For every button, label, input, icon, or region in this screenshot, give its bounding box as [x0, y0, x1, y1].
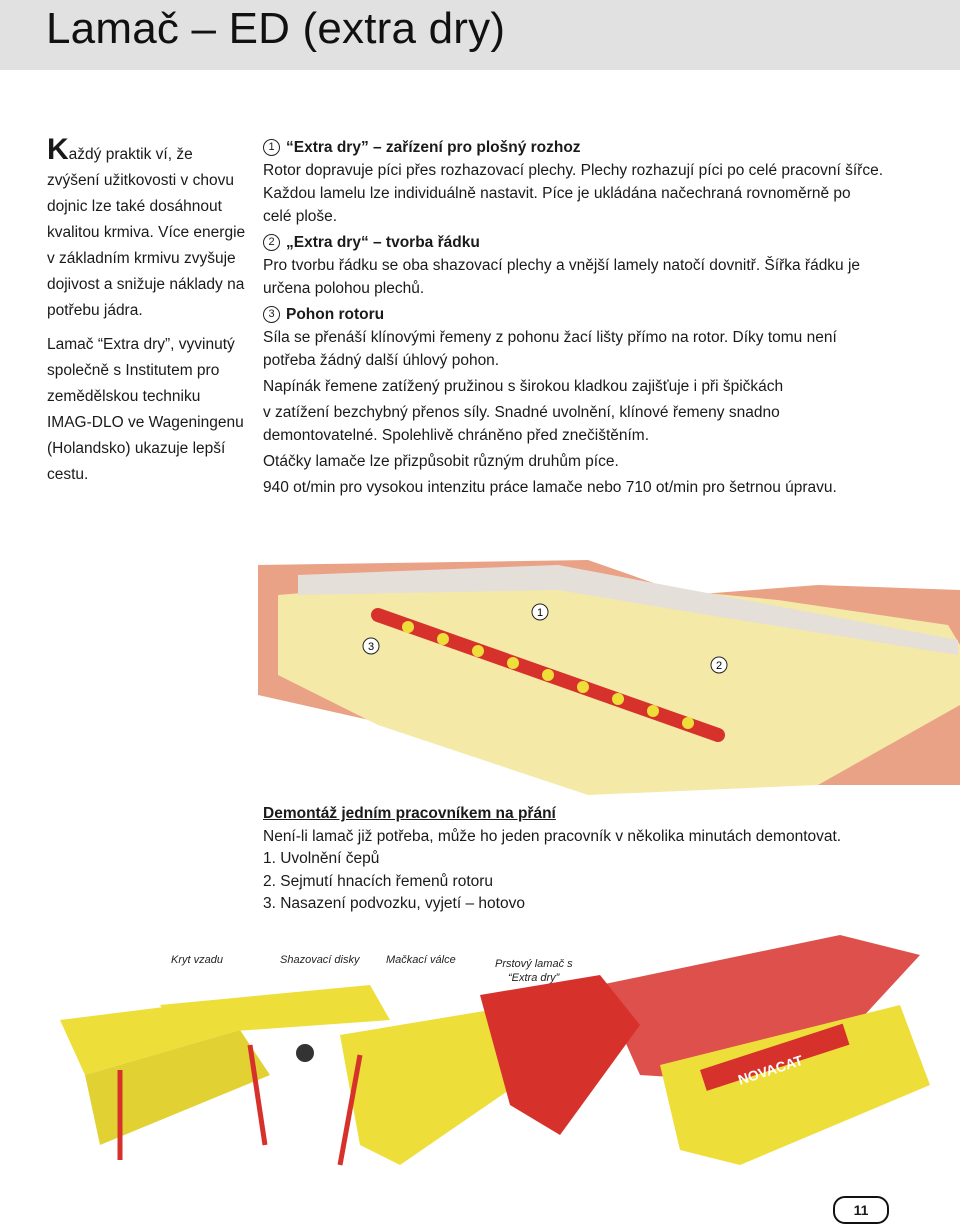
circled-number-2: 2 [263, 234, 280, 251]
diagram-marker-2-label: 2 [715, 660, 723, 672]
tensioner-text-1: Napínák řemene zatížený pružinou s širokou kladkou zajišťuje i při špičkách [263, 378, 784, 395]
disc-wheel [296, 1044, 314, 1062]
speed-text: Otáčky lamače lze přizpůsobit různým druhům píce. [263, 453, 619, 470]
circled-number-3: 3 [263, 306, 280, 323]
drop-cap: K [47, 133, 69, 166]
page-number: 11 [833, 1196, 889, 1224]
rpm-text: 940 ot/min pro vysokou intenzitu práce lamače nebo 710 ot/min pro šetrnou úpravu. [263, 479, 837, 496]
feature-column [263, 136, 883, 502]
diagram-marker-3-label: 3 [367, 641, 375, 653]
tensioner-text-2: v zatížení bezchybný přenos síly. Snadné uvolnění, klínové řemeny snadno demontovatelné. Spolehlivě chráněno před znečištěním. [263, 404, 780, 444]
section-2-heading [263, 231, 883, 254]
removal-text: Není-li lamač již potřeba, může ho jeden pracovník v několika minutách demontovat. [263, 827, 842, 845]
page-header [0, 0, 960, 70]
caption-kryt-vzadu: Kryt vzadu [171, 954, 223, 966]
section-3-text: Síla se přenáší klínovými řemeny z pohonu žací lišty přímo na rotor. Díky tomu není potřeba žádný další úhlový pohon. [263, 329, 837, 369]
removal-step-3: 3. Nasazení podvozku, vyjetí – hotovo [263, 895, 525, 912]
caption-mackaci-valce: Mačkací válce [386, 954, 456, 966]
removal-step-1: 1. Uvolnění čepů [263, 850, 380, 867]
intro-paragraph-1-text: aždý praktik ví, že zvýšení užitkovosti v chovu dojnic lze také dosáhnout kvalitou krmiva. Více energie v základním krmivu zvyšuje dojivost a snižuje náklady na potřebu jádra. [47, 146, 246, 319]
section-3-heading [263, 303, 883, 326]
section-1-title: “Extra dry” – zařízení pro plošný rozhoz [286, 139, 581, 156]
page-title: Lamač – ED (extra dry) [46, 4, 506, 53]
section-2-title: „Extra dry“ – tvorba řádku [286, 234, 480, 251]
intro-paragraph-1 [47, 133, 247, 324]
removal-step-2: 2. Sejmutí hnacích řemenů rotoru [263, 872, 494, 890]
section-3-title: Pohon rotoru [286, 306, 385, 323]
section-2-text: Pro tvorbu řádku se oba shazovací plechy a vnější lamely natočí dovnitř. Šířka řádku je určena polohou plechů. [263, 257, 861, 297]
intro-paragraph-2: Lamač “Extra dry”, vyvinutý společně s Institutem pro zemědělskou techniku IMAG-DLO ve Wageningenu (Holandsko) ukazuje lepší cestu. [47, 336, 244, 483]
caption-prstovy-line-1: Prstový lamač s [495, 958, 573, 970]
rear-cover-middle [160, 985, 390, 1035]
removal-title: Demontáž jedním pracovníkem na přání [263, 805, 556, 822]
circled-number-1: 1 [263, 139, 280, 156]
caption-shazovaci-disky: Shazovací disky [280, 954, 360, 966]
rotor-cutaway-diagram [258, 555, 960, 800]
caption-prstovy-line-2: “Extra dry” [508, 972, 560, 984]
brand-logo-text: NOVACAT [735, 1051, 805, 1088]
mower-conditioner-photo [40, 935, 960, 1190]
removal-section [263, 803, 863, 916]
section-1-text: Rotor dopravuje píci přes rozhazovací plechy. Plechy rozhazují píci po celé pracovní šířce. Každou lamelu lze individuálně nastavit. Píce je ukládána načechraná rovnoměrně po celé ploše. [263, 162, 884, 225]
section-1-heading [263, 136, 883, 159]
intro-column [47, 133, 247, 496]
diagram-marker-1-label: 1 [536, 607, 544, 619]
